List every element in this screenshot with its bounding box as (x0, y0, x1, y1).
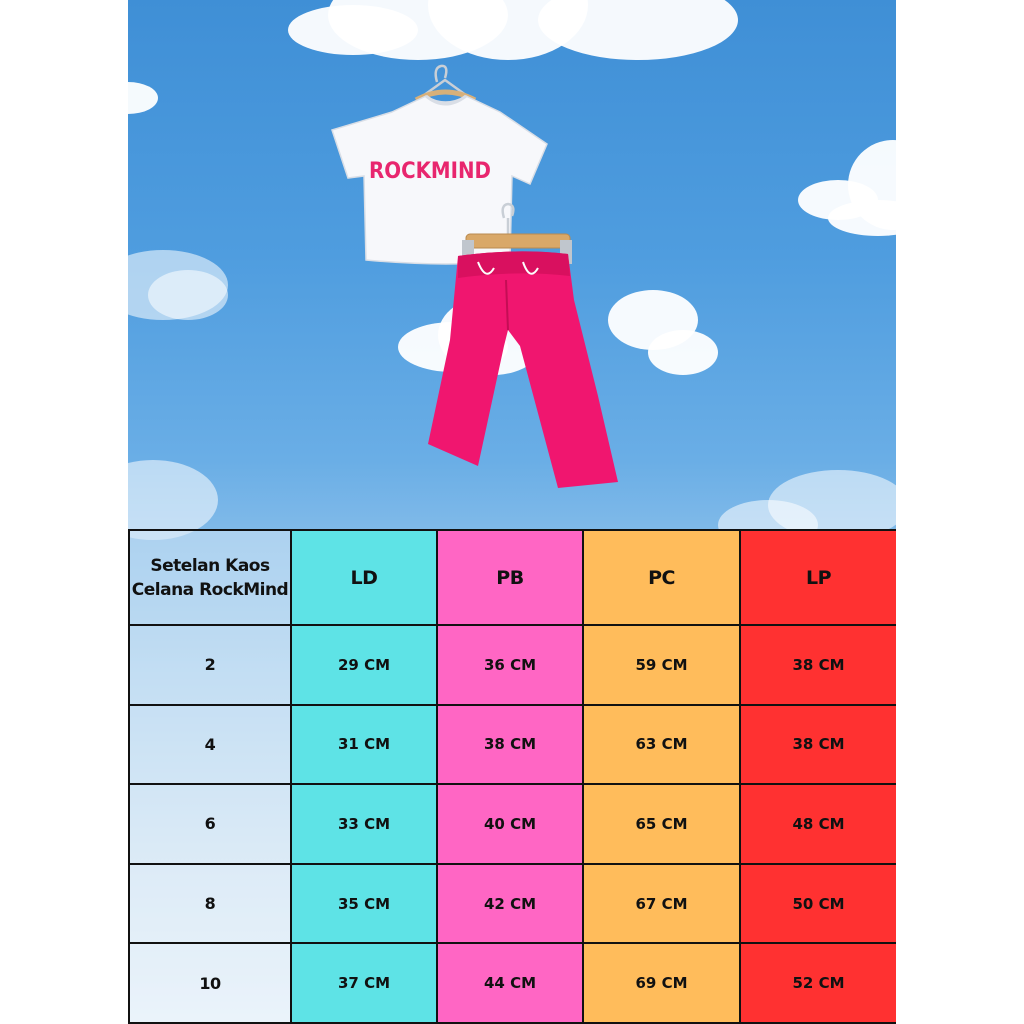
size-label: 4 (129, 705, 291, 785)
size-label: 6 (129, 784, 291, 864)
table-row (129, 943, 896, 1023)
header-pc: PC (583, 530, 740, 625)
header-pb: PB (437, 530, 583, 625)
corner-title (129, 530, 291, 625)
shirt-print: ROCKMIND (369, 159, 491, 184)
lp-value: 38 CM (740, 625, 896, 705)
ld-value: 37 CM (291, 943, 437, 1023)
pb-value: 42 CM (437, 864, 583, 944)
size-label: 2 (129, 625, 291, 705)
size-label: 10 (129, 943, 291, 1023)
size-chart-poster (128, 0, 896, 1024)
size-label: 8 (129, 864, 291, 944)
ld-value: 29 CM (291, 625, 437, 705)
ld-value: 35 CM (291, 864, 437, 944)
lp-value: 48 CM (740, 784, 896, 864)
header-lp: LP (740, 530, 896, 625)
corner-title-line1: Setelan Kaos (150, 555, 270, 576)
pc-value: 59 CM (583, 625, 740, 705)
header-ld: LD (291, 530, 437, 625)
pb-value: 38 CM (437, 705, 583, 785)
ld-value: 31 CM (291, 705, 437, 785)
pc-value: 69 CM (583, 943, 740, 1023)
pc-value: 63 CM (583, 705, 740, 785)
product-photo (128, 0, 896, 530)
pb-value: 40 CM (437, 784, 583, 864)
pc-value: 67 CM (583, 864, 740, 944)
pc-value: 65 CM (583, 784, 740, 864)
ld-value: 33 CM (291, 784, 437, 864)
table-row (129, 864, 896, 944)
table-row (129, 705, 896, 785)
pb-value: 44 CM (437, 943, 583, 1023)
pb-value: 36 CM (437, 625, 583, 705)
lp-value: 50 CM (740, 864, 896, 944)
header-row (129, 530, 896, 625)
table-row (129, 784, 896, 864)
table-row (129, 625, 896, 705)
lp-value: 38 CM (740, 705, 896, 785)
corner-title-line2: Celana RockMind (131, 579, 289, 600)
pink-pants (428, 251, 618, 488)
lp-value: 52 CM (740, 943, 896, 1023)
size-table (128, 529, 896, 1024)
